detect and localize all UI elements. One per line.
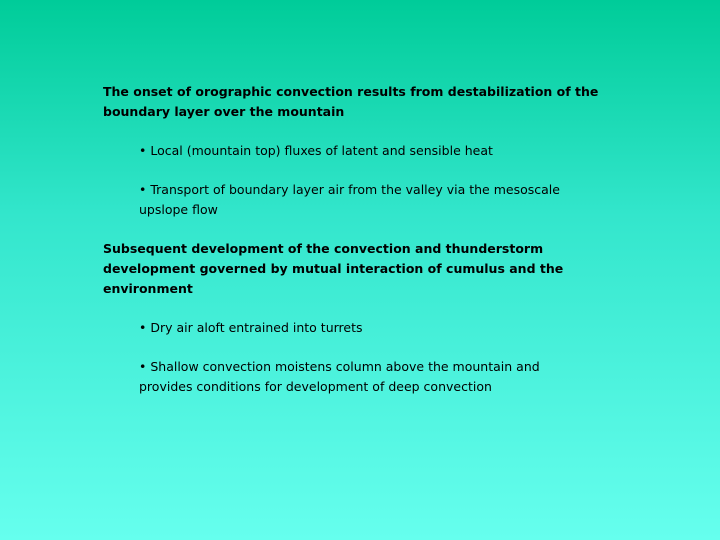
bullet-dry-air: • Dry air aloft entrained into turrets [139, 320, 363, 335]
spacer [103, 299, 603, 318]
spacer [103, 220, 603, 239]
bullet-upslope-transport: • Transport of boundary layer air from the valley via the mesoscale upslope flow [139, 182, 560, 217]
heading-subsequent-development: Subsequent development of the convection and thunderstorm development governed by mutual interaction of cumulus and the environment [103, 241, 564, 296]
heading-onset: The onset of orographic convection results from destabilization of the boundary layer over the mountain [103, 84, 599, 119]
slide-content [103, 82, 603, 397]
bullet-local-fluxes: • Local (mountain top) fluxes of latent and sensible heat [139, 143, 493, 158]
bullet-shallow-convection: • Shallow convection moistens column above the mountain and provides conditions for development of deep convection [139, 359, 540, 394]
spacer [103, 338, 603, 357]
spacer [103, 122, 603, 141]
spacer [103, 161, 603, 180]
